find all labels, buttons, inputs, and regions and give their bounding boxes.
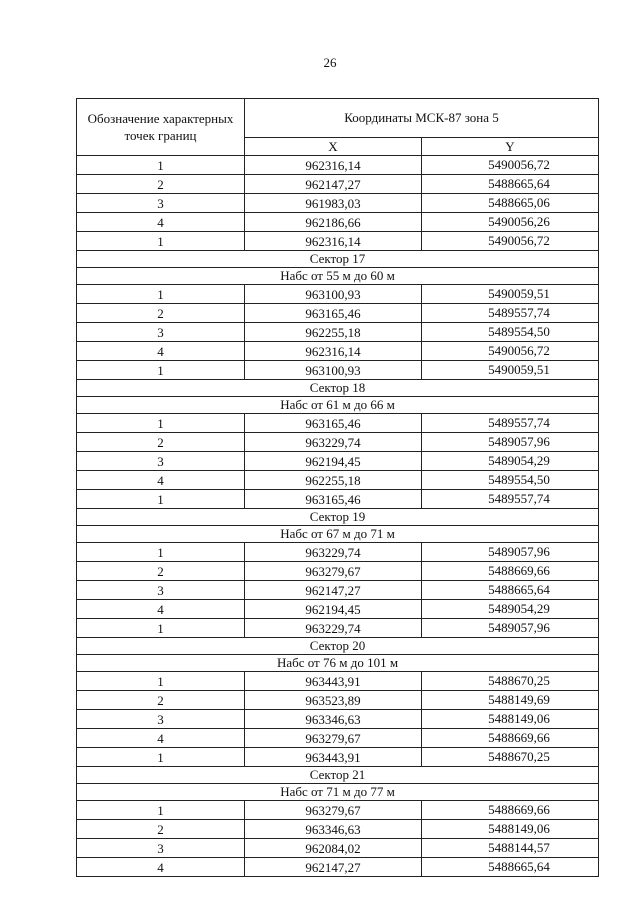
- point-number-cell: 4: [77, 729, 245, 748]
- point-number-cell: 2: [77, 175, 245, 194]
- point-number-cell: 4: [77, 600, 245, 619]
- section-label-cell: Сектор 20: [77, 638, 599, 655]
- table-row: [77, 801, 599, 820]
- point-number-cell: 1: [77, 414, 245, 433]
- section-label-row: [77, 526, 599, 543]
- table-row: [77, 342, 599, 361]
- section-label-row: [77, 268, 599, 285]
- section-label-cell: Сектор 18: [77, 380, 599, 397]
- x-coordinate-cell: 963100,93: [245, 361, 422, 380]
- coordinates-table-body: [77, 99, 599, 877]
- y-coordinate-cell: 5488149,69: [422, 691, 599, 710]
- table-row: [77, 471, 599, 490]
- section-label-row: [77, 638, 599, 655]
- table-row: [77, 543, 599, 562]
- section-label-cell: Сектор 19: [77, 509, 599, 526]
- x-coordinate-cell: 962147,27: [245, 581, 422, 600]
- designation-header: Обозначение характерных точек границ: [77, 99, 245, 156]
- y-coordinate-cell: 5488669,66: [422, 562, 599, 581]
- table-row: [77, 562, 599, 581]
- section-label-cell: Набс от 61 м до 66 м: [77, 397, 599, 414]
- point-number-cell: 4: [77, 342, 245, 361]
- x-coordinate-cell: 962316,14: [245, 342, 422, 361]
- y-coordinate-cell: 5490059,51: [422, 285, 599, 304]
- x-coordinate-cell: 963346,63: [245, 710, 422, 729]
- y-coordinate-cell: 5490056,72: [422, 342, 599, 361]
- x-coordinate-cell: 962255,18: [245, 323, 422, 342]
- x-coordinate-cell: 963165,46: [245, 304, 422, 323]
- x-coordinate-cell: 961983,03: [245, 194, 422, 213]
- point-number-cell: 3: [77, 581, 245, 600]
- page-number: 26: [323, 55, 337, 70]
- x-coordinate-cell: 962186,66: [245, 213, 422, 232]
- x-coordinate-cell: 963443,91: [245, 748, 422, 767]
- point-number-cell: 1: [77, 232, 245, 251]
- coordinates-table: [76, 98, 599, 877]
- point-number-cell: 1: [77, 619, 245, 638]
- section-label-cell: Сектор 21: [77, 767, 599, 784]
- y-coordinate-cell: 5489557,74: [422, 490, 599, 509]
- point-number-cell: 1: [77, 801, 245, 820]
- y-coordinate-cell: 5489057,96: [422, 619, 599, 638]
- x-coordinate-cell: 963279,67: [245, 729, 422, 748]
- table-row: [77, 490, 599, 509]
- x-coordinate-cell: 962147,27: [245, 175, 422, 194]
- y-coordinate-cell: 5488665,06: [422, 194, 599, 213]
- y-coordinate-cell: 5488665,64: [422, 858, 599, 877]
- table-row: [77, 691, 599, 710]
- section-label-cell: Набс от 55 м до 60 м: [77, 268, 599, 285]
- y-coordinate-cell: 5489554,50: [422, 323, 599, 342]
- point-number-cell: 3: [77, 452, 245, 471]
- y-coordinate-cell: 5488149,06: [422, 710, 599, 729]
- table-row: [77, 839, 599, 858]
- point-number-cell: 1: [77, 543, 245, 562]
- table-row: [77, 194, 599, 213]
- y-coordinate-cell: 5489554,50: [422, 471, 599, 490]
- table-row: [77, 156, 599, 175]
- table-row: [77, 748, 599, 767]
- section-label-row: [77, 784, 599, 801]
- table-row: [77, 600, 599, 619]
- section-label-cell: Набс от 67 м до 71 м: [77, 526, 599, 543]
- table-row: [77, 175, 599, 194]
- table-row: [77, 285, 599, 304]
- y-coordinate-cell: 5489557,74: [422, 304, 599, 323]
- coordinates-header: Координаты МСК-87 зона 5: [245, 99, 599, 138]
- x-axis-header: X: [245, 138, 422, 156]
- y-coordinate-cell: 5489057,96: [422, 543, 599, 562]
- point-number-cell: 1: [77, 285, 245, 304]
- table-row: [77, 619, 599, 638]
- point-number-cell: 4: [77, 213, 245, 232]
- section-label-row: [77, 655, 599, 672]
- y-coordinate-cell: 5488670,25: [422, 672, 599, 691]
- table-row: [77, 820, 599, 839]
- point-number-cell: 3: [77, 839, 245, 858]
- y-coordinate-cell: 5488149,06: [422, 820, 599, 839]
- point-number-cell: 3: [77, 323, 245, 342]
- point-number-cell: 2: [77, 304, 245, 323]
- x-coordinate-cell: 962147,27: [245, 858, 422, 877]
- point-number-cell: 1: [77, 672, 245, 691]
- section-label-cell: Сектор 17: [77, 251, 599, 268]
- section-label-row: [77, 509, 599, 526]
- x-coordinate-cell: 962255,18: [245, 471, 422, 490]
- point-number-cell: 3: [77, 194, 245, 213]
- point-number-cell: 1: [77, 748, 245, 767]
- table-row: [77, 323, 599, 342]
- y-coordinate-cell: 5488670,25: [422, 748, 599, 767]
- y-coordinate-cell: 5490056,26: [422, 213, 599, 232]
- table-row: [77, 672, 599, 691]
- table-row: [77, 232, 599, 251]
- y-coordinate-cell: 5489054,29: [422, 452, 599, 471]
- y-coordinate-cell: 5488669,66: [422, 801, 599, 820]
- table-row: [77, 729, 599, 748]
- section-label-row: [77, 380, 599, 397]
- point-number-cell: 1: [77, 361, 245, 380]
- x-coordinate-cell: 962316,14: [245, 156, 422, 175]
- point-number-cell: 2: [77, 562, 245, 581]
- y-coordinate-cell: 5489557,74: [422, 414, 599, 433]
- x-coordinate-cell: 963279,67: [245, 562, 422, 581]
- table-row: [77, 710, 599, 729]
- x-coordinate-cell: 962084,02: [245, 839, 422, 858]
- y-coordinate-cell: 5488144,57: [422, 839, 599, 858]
- point-number-cell: 1: [77, 490, 245, 509]
- point-number-cell: 3: [77, 710, 245, 729]
- point-number-cell: 1: [77, 156, 245, 175]
- point-number-cell: 2: [77, 820, 245, 839]
- section-label-row: [77, 397, 599, 414]
- table-row: [77, 414, 599, 433]
- y-coordinate-cell: 5490056,72: [422, 156, 599, 175]
- y-axis-header: Y: [422, 138, 599, 156]
- section-label-cell: Набс от 71 м до 77 м: [77, 784, 599, 801]
- y-coordinate-cell: 5489057,96: [422, 433, 599, 452]
- x-coordinate-cell: 963165,46: [245, 414, 422, 433]
- point-number-cell: 2: [77, 691, 245, 710]
- x-coordinate-cell: 963229,74: [245, 543, 422, 562]
- y-coordinate-cell: 5489054,29: [422, 600, 599, 619]
- table-row: [77, 304, 599, 323]
- point-number-cell: 4: [77, 471, 245, 490]
- table-row: [77, 581, 599, 600]
- table-row: [77, 452, 599, 471]
- x-coordinate-cell: 963100,93: [245, 285, 422, 304]
- x-coordinate-cell: 963165,46: [245, 490, 422, 509]
- x-coordinate-cell: 963523,89: [245, 691, 422, 710]
- x-coordinate-cell: 962316,14: [245, 232, 422, 251]
- y-coordinate-cell: 5490059,51: [422, 361, 599, 380]
- x-coordinate-cell: 963346,63: [245, 820, 422, 839]
- x-coordinate-cell: 963229,74: [245, 619, 422, 638]
- x-coordinate-cell: 963229,74: [245, 433, 422, 452]
- y-coordinate-cell: 5488669,66: [422, 729, 599, 748]
- x-coordinate-cell: 962194,45: [245, 600, 422, 619]
- table-row: [77, 361, 599, 380]
- point-number-cell: 2: [77, 433, 245, 452]
- table-row: [77, 433, 599, 452]
- table-header-row: [77, 99, 599, 138]
- section-label-row: [77, 251, 599, 268]
- x-coordinate-cell: 962194,45: [245, 452, 422, 471]
- table-row: [77, 858, 599, 877]
- section-label-row: [77, 767, 599, 784]
- point-number-cell: 4: [77, 858, 245, 877]
- x-coordinate-cell: 963443,91: [245, 672, 422, 691]
- table-row: [77, 213, 599, 232]
- y-coordinate-cell: 5490056,72: [422, 232, 599, 251]
- y-coordinate-cell: 5488665,64: [422, 581, 599, 600]
- y-coordinate-cell: 5488665,64: [422, 175, 599, 194]
- section-label-cell: Набс от 76 м до 101 м: [77, 655, 599, 672]
- x-coordinate-cell: 963279,67: [245, 801, 422, 820]
